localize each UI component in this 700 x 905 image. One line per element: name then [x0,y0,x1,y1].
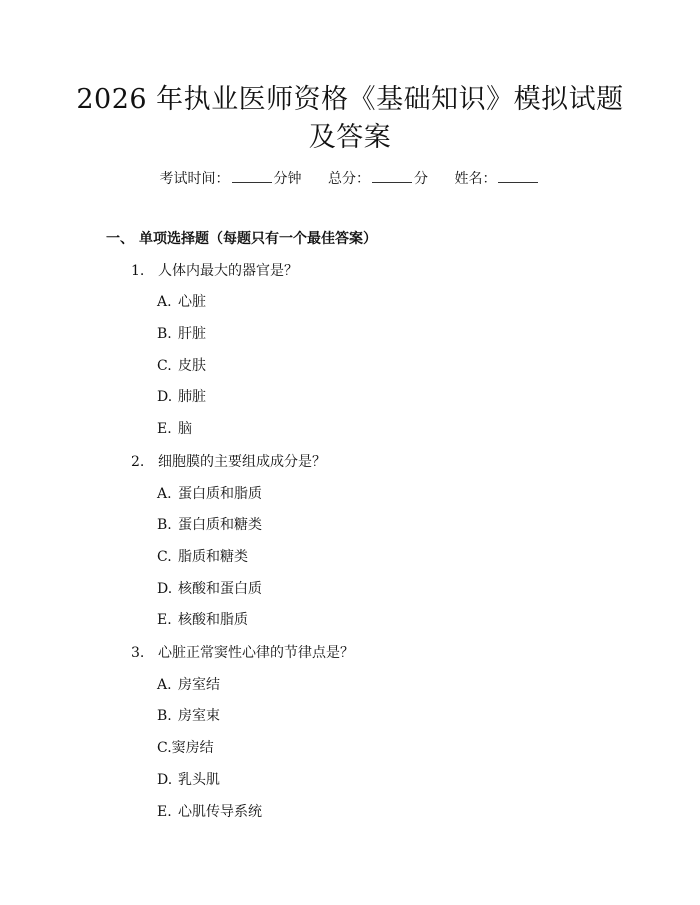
question-3-option-e [157,802,262,822]
option-text: 肺脏 [178,389,206,405]
option-letter: C. [157,549,172,565]
option-text: 房室结 [178,677,220,693]
option-letter: D. [157,389,173,405]
name-label: 姓名： [454,171,497,187]
question-1-option-a [157,292,206,312]
option-letter: E. [157,421,172,437]
question-1 [131,261,298,281]
question-3-option-a [157,675,220,695]
question-number: 3. [131,645,145,661]
option-letter: A. [157,677,172,693]
document-title-line-2: 及答案 [308,122,392,153]
option-text: 心肌传导系统 [178,804,262,820]
option-text: 脂质和糖类 [178,549,248,565]
question-2-option-e [157,610,248,630]
question-2 [131,452,326,472]
question-text: 人体内最大的器官是？ [158,263,298,279]
section-title: 单项选择题（每题只有一个最佳答案） [139,231,377,247]
option-text: 房室束 [178,708,220,724]
question-3 [131,643,354,663]
option-letter: A. [157,294,172,310]
option-text: 蛋白质和脂质 [178,486,262,502]
exam-time-label: 考试时间： [159,171,230,187]
option-text: 窦房结 [171,740,214,756]
name-blank [498,168,538,183]
option-letter: A. [157,486,172,502]
option-letter: D. [157,772,173,788]
option-letter: B. [157,708,172,724]
option-letter: B. [157,326,172,342]
question-3-option-b [157,706,220,726]
question-number: 2. [131,454,145,470]
option-letter: D. [157,581,173,597]
document-title-line-1: 2026 年执业医师资格《基础知识》模拟试题 [76,84,624,115]
question-1-option-e [157,419,192,439]
exam-time-unit: 分钟 [273,171,302,187]
option-text: 皮肤 [178,358,206,374]
option-text: 脑 [178,421,192,437]
question-3-option-d [157,770,220,790]
total-score-label: 总分： [328,171,370,187]
question-1-option-b [157,324,206,344]
section-heading [106,229,377,249]
option-text: 肝脏 [178,326,206,342]
question-2-option-a [157,484,262,504]
question-text: 细胞膜的主要组成成分是？ [158,454,326,470]
name-field [454,171,540,187]
option-letter: B. [157,517,172,533]
total-score-unit: 分 [414,171,428,187]
question-2-option-b [157,515,262,535]
exam-time-blank [232,168,272,183]
question-2-option-c [157,547,248,567]
total-score-blank [372,168,412,183]
question-number: 1. [131,263,145,279]
option-letter: E. [157,804,172,820]
option-text: 心脏 [178,294,206,310]
question-1-option-d [157,387,206,407]
section-number: 一、 [106,231,134,247]
total-score-field [328,171,428,187]
option-text: 核酸和蛋白质 [178,581,262,597]
option-letter: E. [157,612,172,628]
option-text: 乳头肌 [178,772,220,788]
option-letter: C. [157,358,172,374]
question-3-option-c [157,738,214,758]
exam-info-line [0,168,700,189]
option-text: 蛋白质和糖类 [178,517,262,533]
option-letter: C. [157,740,172,756]
question-text: 心脏正常窦性心律的节律点是？ [158,645,354,661]
question-1-option-c [157,356,206,376]
option-text: 核酸和脂质 [178,612,248,628]
exam-time-field [160,171,302,187]
question-2-option-d [157,579,262,599]
